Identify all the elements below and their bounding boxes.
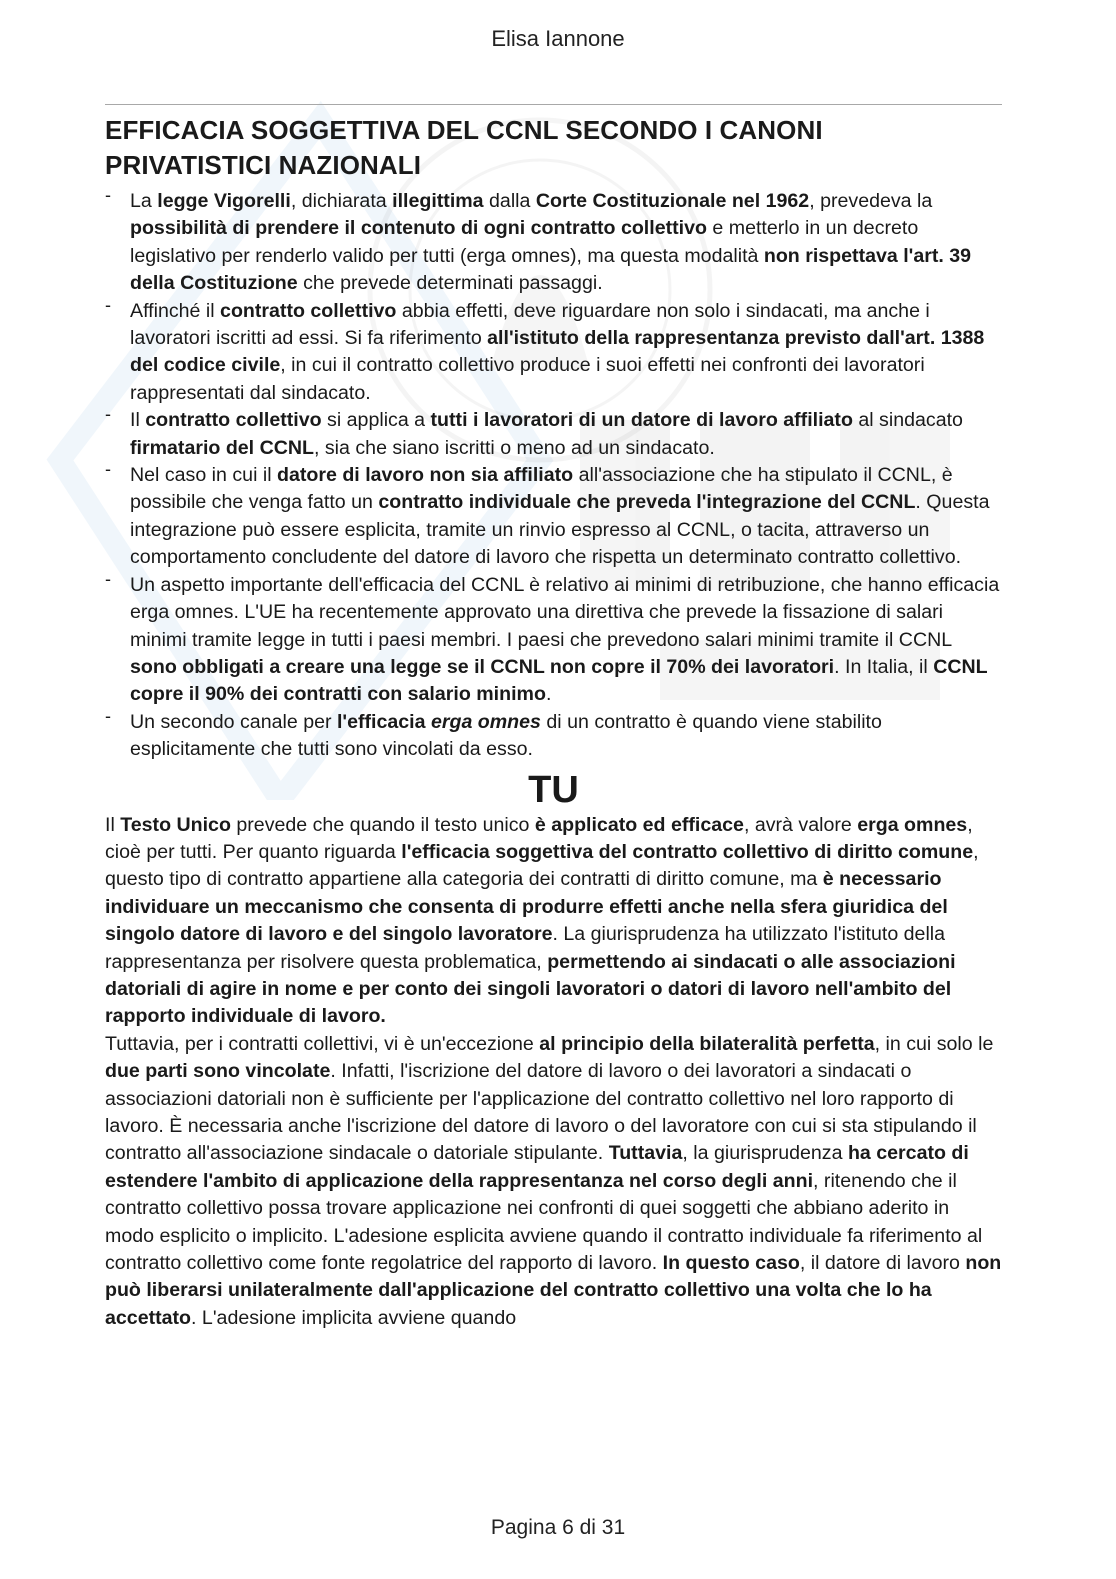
text-run: , in cui solo le [874,1032,994,1055]
text-run: abbia effetti, deve riguardare non solo i sindacati, ma anche i lavoratori iscritti ad essi. Si fa riferimento [130,299,930,350]
bullet-item [105,705,1002,764]
bullet-dash: - [105,459,111,480]
text-run: legge Vigorelli [157,190,291,212]
text-run: , avrà valore [743,813,858,836]
text-run: erga omnes [857,813,968,836]
text-run: l'efficacia soggettiva del contratto collettivo di diritto comune [401,840,974,863]
section-title [105,113,1002,183]
text-run: possibilità di prendere il contenuto di ogni contratto collettivo [130,217,707,240]
page-header: Elisa Iannone [491,26,625,51]
text-run: Testo Unico [120,813,231,836]
text-run: di un contratto è quando viene stabilito esplicitamente che tutti sono vincolati da esso. [130,710,882,761]
text-run: Corte Costituzionale nel 1962 [535,190,810,212]
text-run: firmatario del CCNL [130,436,314,459]
text-run: Un aspetto importante dell'efficacia del CCNL è relativo ai minimi di retribuzione, che hanno efficacia erga omnes. L'UE ha recentemente approvato una direttiva che prevede la fissazione di salari minimi tramite legge in tutti i paesi membri. I paesi che prevedono salari minimi tramite il CCNL [130,573,1000,651]
text-run: contratto individuale che preveda l'integrazione del CCNL [378,491,916,514]
text-run: , ritenendo che il contratto collettivo possa trovare applicazione nei confronti di quei soggetti che abbiano aderito in modo esplicito o implicito. L'adesione esplicita avviene quando il contratto individuale fa riferimento al contratto collettivo come fonte regolatrice del rapporto di lavoro. [105,1169,983,1275]
text-run: contratto collettivo [145,409,322,432]
text-run: permettendo ai sindacati o alle associazioni datoriali di agire in nome e per conto dei singoli lavoratori o datori di lavoro nell'ambito del rapporto individuale di lavoro. [105,950,956,1028]
text-run: . In Italia, il [834,655,934,678]
bullet-dash: - [105,185,111,205]
text-run: l'efficacia [336,710,431,733]
text-run: che prevede determinati passaggi. [297,272,603,295]
text-run: è necessario individuare un meccanismo che consenta di produrre effetti anche nella sfera giuridica del singolo datore di lavoro e del singolo lavoratore [105,868,948,946]
bullet-list [105,185,1002,764]
text-run: Tuttavia [608,1142,683,1165]
text-run: due parti sono vincolate [105,1060,331,1083]
bullet-item [105,294,1002,408]
text-run: . Questa integrazione può essere esplicita, tramite un rinvio espresso al CCNL, o tacita, attraverso un comportamento concludente del datore di lavoro che rispetta un determinato contratto collettivo. [130,491,990,569]
text-run: Il [105,813,121,836]
paragraphs [105,812,1002,1333]
text-run: Tuttavia, per i contratti collettivi, vi è un'eccezione [105,1032,540,1055]
text-run: CCNL copre il 90% dei contratti con salario minimo [130,655,988,706]
tu-heading: TU [528,768,579,811]
text-run: , dichiarata [290,190,393,212]
text-run: Affinché il [130,299,221,322]
text-run: , questo tipo di contratto appartiene alla categoria dei contratti di diritto comune, ma [105,840,979,891]
section-title-line-2: PRIVATISTICI NAZIONALI [105,150,422,180]
text-run: all'istituto della rappresentanza previsto dall'art. 1388 del codice civile [130,327,985,377]
text-run: al sindacato [852,409,963,432]
text-run: In questo caso [662,1252,800,1275]
text-run: La [130,190,158,212]
paragraph [105,812,1002,1031]
text-run: ha cercato di estendere l'ambito di applicazione della rappresentanza nel corso degli anni [105,1142,969,1192]
text-run: Nel caso in cui il [130,464,278,487]
text-run: , cioè per tutti. Per quanto riguarda [105,813,973,863]
bullet-dash: - [105,404,111,425]
text-run: datore di lavoro non sia affiliato [277,464,574,487]
document-body [105,113,1002,1332]
text-run: è applicato ed efficace [534,813,744,836]
text-run: . La giurisprudenza ha utilizzato l'istituto della rappresentanza per risolvere questa problematica, [105,923,946,973]
text-run: non rispettava l'art. 39 della Costituzione [130,244,972,295]
text-run: , prevedeva la [809,190,933,212]
bullet-item [105,404,1002,462]
text-run: Un secondo canale per [130,710,337,733]
text-run: , il datore di lavoro [799,1252,966,1275]
text-run: illegittima [392,190,484,212]
text-run: sono obbligati a creare una legge se il CCNL non copre il 70% dei lavoratori [130,655,835,678]
bullet-dash: - [105,294,111,315]
text-run: all'associazione che ha stipulato il CCNL, è possibile che venga fatto un [130,464,953,514]
text-run: erga omnes [430,710,541,733]
text-run: si applica a [321,409,431,432]
text-run: , in cui il contratto collettivo produce i suoi effetti nei confronti dei lavoratori rappresentati dal sindacato. [130,354,925,404]
text-run: . [545,683,552,706]
text-run: . Infatti, l'iscrizione del datore di lavoro o dei lavoratori a sindacati o associazioni datoriali non è sufficiente per l'applicazione del contratto collettivo nel loro rapporto di lavoro. È necessaria anche l'iscrizione del datore di lavoro o del lavoratore con cui si sta stipulando il contratto all'associazione sindacale o datoriale stipulante. [105,1060,977,1165]
text-run: dalla [483,190,536,212]
page-footer: Pagina 6 di 31 [490,1516,626,1539]
text-run: contratto collettivo [220,299,397,322]
text-run: non può liberarsi unilateralmente dall'applicazione del contratto collettivo una volta che lo ha accettato [105,1252,1002,1329]
text-run: , la giurisprudenza [682,1142,848,1165]
text-run: , sia che siano iscritti o meno ad un sindacato. [314,436,715,459]
text-run: prevede che quando il testo unico [230,813,535,836]
text-run: e metterlo in un decreto legislativo per renderlo valido per tutti (erga omnes), ma questa modalità [130,217,919,267]
header-divider [105,104,1002,105]
text-run: Il [130,409,146,432]
bullet-dash: - [105,705,111,726]
section-title-line-1: EFFICACIA SOGGETTIVA DEL CCNL SECONDO I CANONI [105,115,823,145]
bullet-item [105,568,1002,709]
text-run: . L'adesione implicita avviene quando [191,1306,517,1329]
text-run: al principio della bilateralità perfetta [539,1032,875,1055]
bullet-dash: - [105,568,111,589]
bullet-item [105,459,1002,572]
text-run: tutti i lavoratori di un datore di lavoro affiliato [430,409,853,432]
bullet-item [105,185,1002,298]
paragraph [105,1031,1002,1332]
